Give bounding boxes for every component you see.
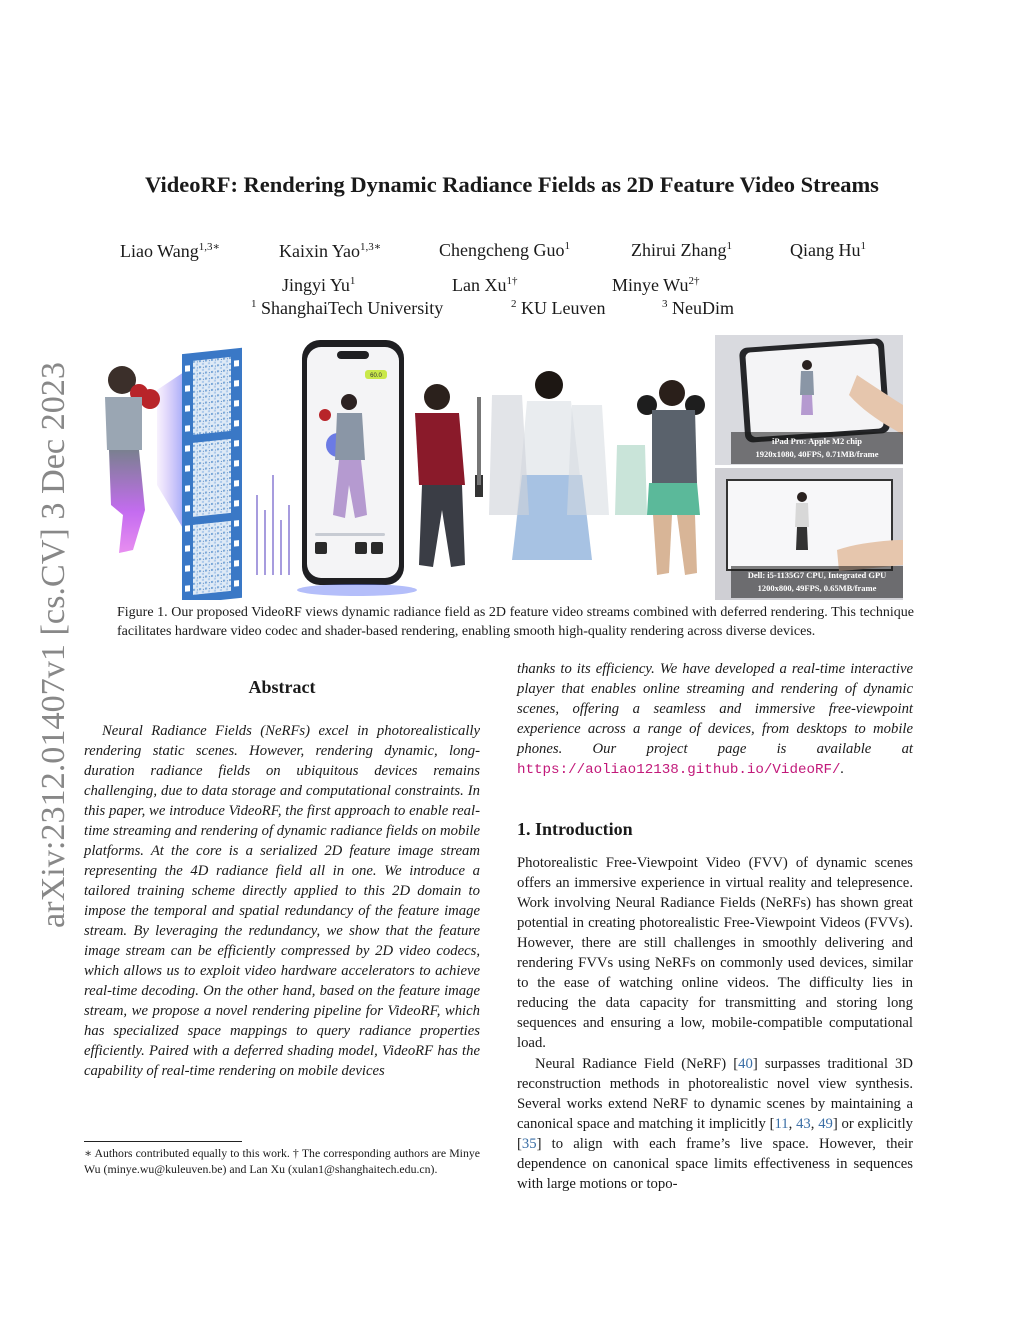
intro-paragraph-1: Photorealistic Free-Viewpoint Video (FVV) of dynamic scenes offers an immersive experience in virtual reality and telepresence. Work involving Neural Radiance Fields (NeRFs) has shown great potential in creating photorealistic Free-Viewpoint Videos (FVVs). However, there are still challenges in smoothly delivering and rendering FVVs using NeRFs on commonly used devices, similar to the ease of watching online videos. The difficulty lies in reducing the data capacity for transmitting and storing long sequences and ensuring a low, mobile-compatible computational load. bbox=[517, 855, 913, 1051]
dell-label-2: 1200x800, 49FPS, 0.65MB/frame bbox=[757, 583, 877, 593]
paper-title: VideoRF: Rendering Dynamic Radiance Fields as 2D Feature Video Streams bbox=[145, 172, 879, 197]
arxiv-stamp-svg bbox=[28, 360, 72, 930]
author: Jingyi Yu$^1$ bbox=[282, 275, 356, 295]
affiliation: $^3$ NeuDim bbox=[662, 298, 734, 318]
project-url-link[interactable]: https://aoliao12138.github.io/VideoRF/ bbox=[517, 762, 841, 778]
phone-mockup bbox=[297, 340, 417, 596]
citation-link[interactable]: 35 bbox=[521, 1136, 537, 1152]
arxiv-stamp bbox=[28, 360, 72, 930]
footnote-rule bbox=[84, 1141, 242, 1142]
citation-link[interactable]: 49 bbox=[818, 1116, 833, 1132]
intro-heading: 1. Introduction bbox=[517, 819, 633, 839]
teaser-figure-svg bbox=[97, 335, 903, 600]
author: Chengcheng Guo$^1$ bbox=[439, 240, 570, 260]
citation-link[interactable]: 11 bbox=[774, 1116, 789, 1132]
signal-bars bbox=[257, 475, 289, 575]
author: Liao Wang$^{1,3∗}$ bbox=[120, 241, 220, 261]
intro-paragraph-2: Neural Radiance Field (NeRF) [40] surpasses traditional 3D reconstruction methods in photorealistic novel view synthesis. Several works extend NeRF to dynamic scenes by maintaining a canonical space and matching it implicitly [11, 43, 49] or explicitly [35] to align with each frame’s live space. However, their dependence on canonical space limits effectiveness in sequences with large motions or topo- bbox=[517, 1056, 914, 1192]
boxer-silhouette bbox=[105, 366, 160, 553]
ipad-label-2: 1920x1080, 40FPS, 0.71MB/frame bbox=[755, 449, 879, 459]
ipad-photo bbox=[715, 335, 903, 465]
affiliation: $^2$ KU Leuven bbox=[511, 298, 606, 318]
abstract-text: Neural Radiance Fields (NeRFs) excel in photorealistically rendering static scenes. However, rendering dynamic, long-duration radiance fields on ubiquitous devices remains challenging, due to data storage and computational constraints. In this paper, we introduce VideoRF, the first approach to enable real-time streaming and rendering of dynamic radiance fields on mobile platforms. At the core is a serialized 2D feature image stream representing the 4D radiance field all in one. We introduce a tailored training scheme directly applied to this 2D domain to impose the temporal and spatial redundancy of the feature image stream. By leveraging the redundancy, we show that the feature image stream can be efficiently compressed by 2D video codecs, which allows us to exploit video hardware accelerators to achieve real-time decoding. On the other hand, based on the feature image stream, we propose a novel rendering pipeline for VideoRF, which has specialized space mappings to query radiance properties efficiently. Paired with a deferred shading model, VideoRF has the capability of real-time rendering on mobile devices bbox=[84, 723, 480, 1079]
author: Minye $Wu^{2\dagger}$ bbox=[612, 275, 700, 295]
film-strip bbox=[182, 348, 242, 600]
affiliation: $^1$ ShanghaiTech University bbox=[251, 298, 444, 318]
abstract-continued: thanks to its efficiency. We have developed a real-time interactive player that enables online streaming and rendering of dynamic scenes, offering a seamless and immersive free-viewpoint experience across a range of devices, from desktops to mobile phones. Our project page is available at https://aoliao12138.github.io/VideoRF/. bbox=[517, 661, 913, 778]
author: Qiang Hu$^1$ bbox=[790, 240, 866, 260]
phone-badge-text: 60.0 bbox=[370, 373, 382, 379]
people-group bbox=[415, 371, 705, 575]
author: Zhirui Zhang$^1$ bbox=[631, 240, 732, 260]
figure-caption: Figure 1. Our proposed VideoRF views dynamic radiance field as 2D feature video streams combined with deferred rendering. This technique facilitates hardware video codec and shader-based rendering, enabling smooth high-quality rendering across diverse devices. bbox=[117, 605, 914, 639]
citation-link[interactable]: 40 bbox=[738, 1056, 753, 1072]
arxiv-stamp-text: arXiv:2312.01407v1 [cs.CV] 3 Dec 2023 bbox=[35, 365, 72, 928]
author: Lan $Xu^{1\dagger}$ bbox=[452, 275, 518, 295]
citation-link[interactable]: 43 bbox=[796, 1116, 811, 1132]
dell-label-1: Dell: i5-1135G7 CPU, Integrated GPU bbox=[747, 570, 887, 580]
teaser-figure bbox=[97, 335, 903, 600]
ipad-label-1: iPad Pro: Apple M2 chip bbox=[771, 436, 863, 446]
author: Kaixin Yao$^{1,3∗}$ bbox=[279, 241, 382, 261]
dell-photo bbox=[715, 468, 903, 600]
abstract-heading: Abstract bbox=[248, 677, 316, 697]
footnote: ∗ Authors contributed equally to this work. † The corresponding authors are Minye Wu (minye.wu@kuleuven.be) and Lan Xu (xulan1@shanghaitech.edu.cn). bbox=[84, 1146, 480, 1176]
